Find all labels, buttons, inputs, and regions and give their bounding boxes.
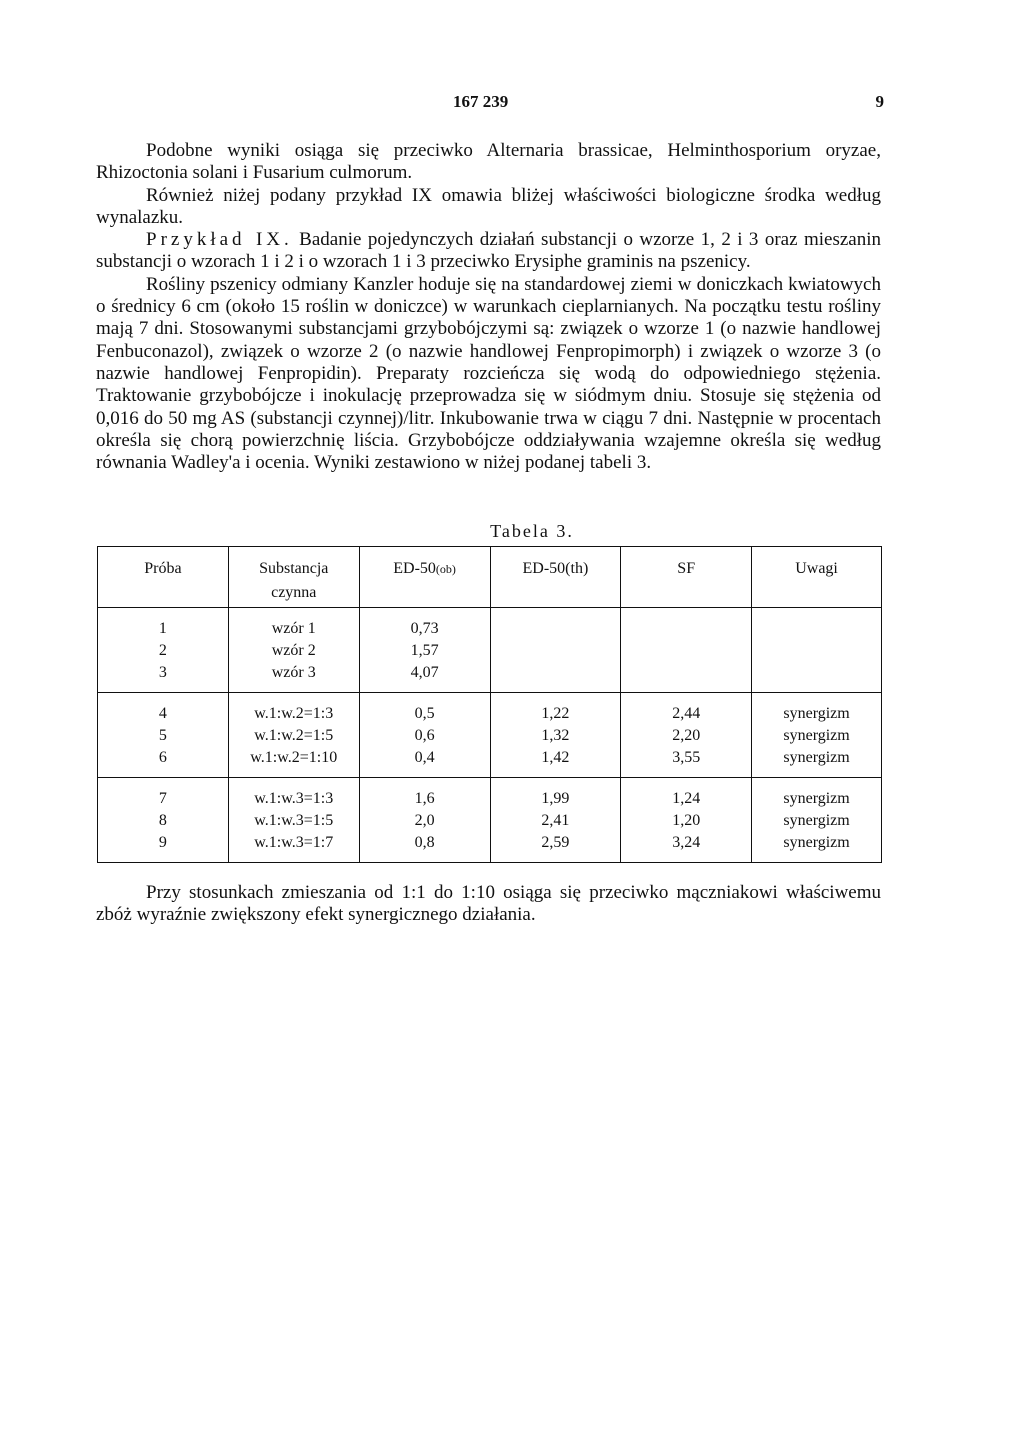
table-cell-substancja (228, 608, 359, 693)
cell-line: 3,24 (672, 834, 701, 851)
cell-line: 1,42 (541, 749, 570, 766)
cell-line: synergizm (783, 749, 850, 766)
cell-line: 8 (158, 812, 167, 829)
table-row-group (98, 608, 882, 693)
cell-line: 0,8 (414, 834, 435, 851)
body-text (96, 140, 881, 474)
cell-line: 7 (158, 790, 167, 807)
example-label: Przykład IX. (146, 229, 293, 251)
header-proba: Próba (98, 547, 229, 608)
table-cell-proba (98, 608, 229, 693)
cell-line: 4,07 (410, 664, 439, 681)
cell-line: 1,20 (672, 812, 701, 829)
cell-line (491, 640, 621, 662)
page-number: 9 (875, 92, 884, 111)
cell-line: 1,57 (410, 642, 439, 659)
cell-line: 2,59 (541, 834, 570, 851)
footer-text (96, 882, 881, 927)
table-cell-ed50th (490, 693, 621, 778)
table-cell-ed50ob (359, 693, 490, 778)
cell-line: 2,20 (672, 727, 701, 744)
cell-line: 2,44 (672, 705, 701, 722)
table-cell-sf (621, 778, 752, 863)
cell-line: w.1:w.3=1:3 (254, 790, 334, 807)
table-cell-ed50ob (359, 778, 490, 863)
table-cell-uwagi (752, 608, 882, 693)
cell-line: 1,99 (541, 790, 570, 807)
cell-line: w.1:w.3=1:5 (254, 812, 334, 829)
table-cell-sf (621, 693, 752, 778)
cell-line (752, 640, 881, 662)
header-substancja (228, 547, 359, 608)
cell-line: wzór 1 (271, 620, 316, 637)
cell-line: 0,73 (410, 620, 439, 637)
paragraph-5: Przy stosunkach zmieszania od 1:1 do 1:10 osiąga się przeciwko mączniakowi właściwemu zbóż wyraźnie zwiększony efekt synergicznego działania. (96, 882, 881, 926)
cell-line: 1,6 (414, 790, 435, 807)
header-ed50-ob (359, 547, 490, 608)
table-cell-substancja (228, 693, 359, 778)
cell-line: 1,32 (541, 727, 570, 744)
cell-line: synergizm (783, 790, 850, 807)
header-sf: SF (621, 547, 752, 608)
table-cell-proba (98, 693, 229, 778)
header-uwagi: Uwagi (752, 547, 882, 608)
table-cell-ed50ob (359, 608, 490, 693)
cell-line: 2 (158, 642, 167, 659)
header-ed50-th: ED-50(th) (490, 547, 621, 608)
table-cell-substancja (228, 778, 359, 863)
header-substancja-line1: Substancja (259, 560, 329, 577)
cell-line: synergizm (783, 834, 850, 851)
cell-line: wzór 3 (271, 664, 316, 681)
cell-line: 9 (158, 834, 167, 851)
page-header (0, 92, 1024, 116)
table-cell-proba (98, 778, 229, 863)
cell-line (752, 618, 881, 640)
example-text: Badanie pojedynczych działań substancji o wzorze 1, 2 i 3 oraz mieszanin substancji o wzorach 1 i 2 i o wzorach 1 i 3 przeciwko Erysiphe graminis na pszenicy. (96, 229, 881, 273)
cell-line: synergizm (783, 812, 850, 829)
cell-line: wzór 2 (271, 642, 316, 659)
cell-line: 5 (158, 727, 167, 744)
cell-line (491, 662, 621, 684)
table-cell-uwagi (752, 778, 882, 863)
cell-line: 2,41 (541, 812, 570, 829)
table-header-row (98, 547, 882, 608)
table-cell-ed50th (490, 778, 621, 863)
cell-line (621, 640, 751, 662)
cell-line: 1,22 (541, 705, 570, 722)
table-row (98, 778, 882, 863)
results-table (97, 546, 882, 863)
cell-line: w.1:w.3=1:7 (254, 834, 334, 851)
cell-line: 2,0 (414, 812, 435, 829)
cell-line: 0,4 (414, 749, 435, 766)
paragraph-4: Rośliny pszenicy odmiany Kanzler hoduje się na standardowej ziemi w doniczkach kwiatowych o średnicy 6 cm (około 15 roślin w doniczce) w warunkach cieplarnianych. Na początku testu rośliny mają 7 dni. Stosowanymi substancjami grzybobójczymi są: związek o wzorze 1 (o nazwie handlowej Fenbuconazol), związek o wzorze 2 (o nazwie handlowej Fenpropimorph) i związek o wzorze 3 (o nazwie handlowej Fenpropidin). Preparaty rozcieńcza się wodą do odpowiedniego stężenia. Traktowanie grzybobójcze i inokulację przeprowadza się w siódmym dniu. Stosuje się stężenia od 0,016 do 50 mg AS (substancji czynnej)/litr. Inkubowanie trwa w ciągu 7 dni. Następnie w procentach określa się chorą powierzchnię liścia. Grzybobójcze oddziaływania wzajemne określa się według równania Wadley'a i ocenia. Wyniki zestawiono w niżej podanej tabeli 3. (96, 273, 881, 474)
header-ed50-ob-sub: (ob) (435, 562, 456, 576)
table-cell-uwagi (752, 693, 882, 778)
cell-line: 0,6 (414, 727, 435, 744)
paragraph-3 (96, 229, 881, 274)
paragraph-1: Podobne wyniki osiąga się przeciwko Alternaria brassicae, Helminthosporium oryzae, Rhizoctonia solani i Fusarium culmorum. (96, 140, 881, 184)
table-cell-sf (621, 608, 752, 693)
cell-line: w.1:w.2=1:10 (250, 749, 338, 766)
cell-line: 1,24 (672, 790, 701, 807)
cell-line (491, 618, 621, 640)
cell-line (752, 662, 881, 684)
cell-line: 0,5 (414, 705, 435, 722)
header-ed50-ob-main: ED-50 (393, 560, 436, 577)
table-cell-ed50th (490, 608, 621, 693)
cell-line: 4 (158, 705, 167, 722)
table-caption: Tabela 3. (490, 521, 574, 541)
cell-line: synergizm (783, 727, 850, 744)
cell-line: 1 (158, 620, 167, 637)
table-row (98, 608, 882, 693)
cell-line: 3 (158, 664, 167, 681)
cell-line (621, 618, 751, 640)
table-row (98, 693, 882, 778)
paragraph-2: Również niżej podany przykład IX omawia bliżej właściwości biologiczne środka według wynalazku. (96, 184, 881, 228)
header-substancja-line2: czynna (271, 584, 317, 601)
document-number: 167 239 (453, 92, 509, 111)
cell-line: w.1:w.2=1:5 (254, 727, 334, 744)
cell-line: 6 (158, 749, 167, 766)
table-row-group (98, 778, 882, 863)
cell-line: synergizm (783, 705, 850, 722)
cell-line: w.1:w.2=1:3 (254, 705, 334, 722)
table-row-group (98, 693, 882, 778)
cell-line: 3,55 (672, 749, 701, 766)
cell-line (621, 662, 751, 684)
